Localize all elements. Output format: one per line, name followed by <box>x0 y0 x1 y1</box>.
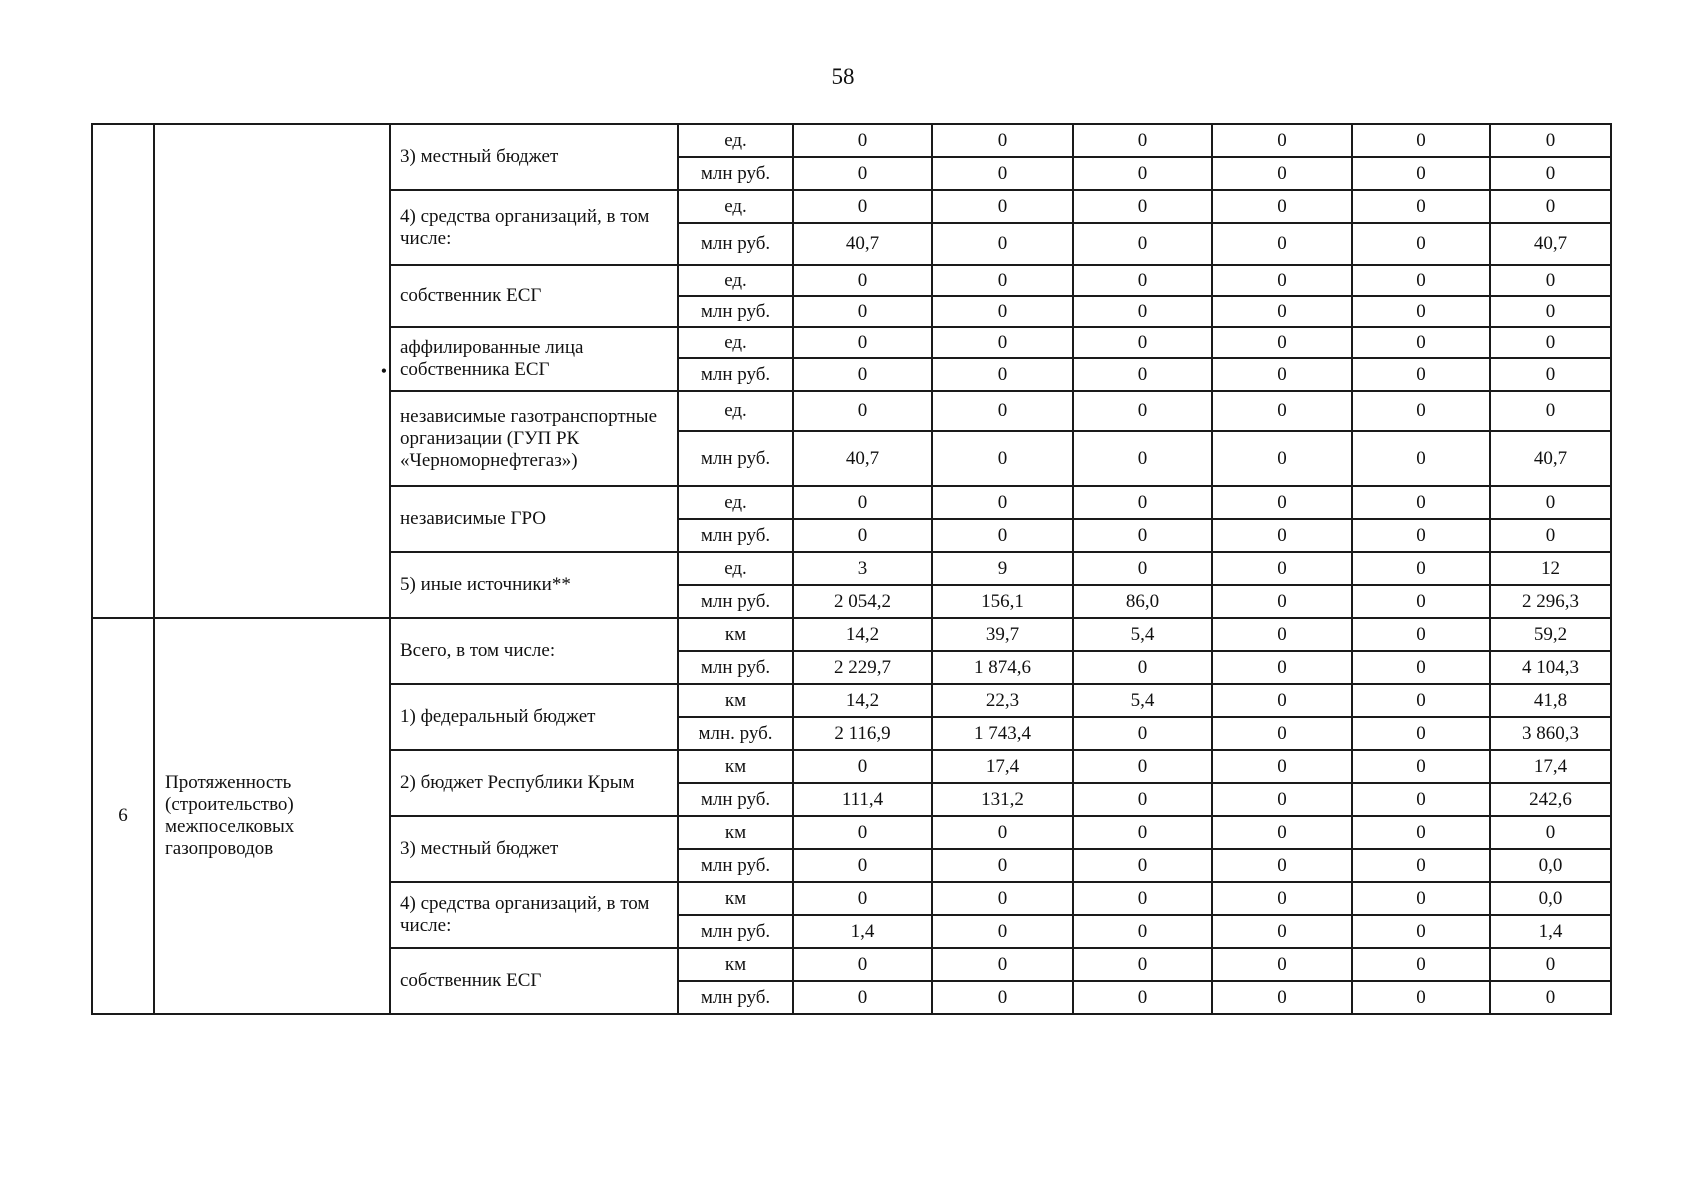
value-cell: 0,0 <box>1490 849 1611 882</box>
value-cell: 0,0 <box>1490 882 1611 915</box>
funding-source-cell: 4) средства организаций, в том числе: <box>390 882 678 948</box>
value-cell: 0 <box>1212 358 1352 391</box>
unit-cell: млн руб. <box>678 849 793 882</box>
value-cell: 0 <box>1073 265 1212 296</box>
value-cell: 2 054,2 <box>793 585 932 618</box>
value-cell: 0 <box>932 391 1073 431</box>
value-cell: 0 <box>1212 486 1352 519</box>
value-cell: 0 <box>793 816 932 849</box>
unit-cell: млн руб. <box>678 651 793 684</box>
value-cell: 2 296,3 <box>1490 585 1611 618</box>
value-cell: 0 <box>932 124 1073 157</box>
value-cell: 0 <box>1212 684 1352 717</box>
section-name-cell <box>154 618 390 1014</box>
funding-source-cell: 2) бюджет Республики Крым <box>390 750 678 816</box>
value-cell: 2 229,7 <box>793 651 932 684</box>
value-cell: 0 <box>1490 157 1611 190</box>
value-cell: 0 <box>1073 431 1212 486</box>
investment-table <box>91 123 1612 1015</box>
value-cell: 0 <box>1212 265 1352 296</box>
unit-cell: км <box>678 882 793 915</box>
value-cell: 0 <box>1073 552 1212 585</box>
value-cell: 0 <box>1352 948 1490 981</box>
value-cell: 0 <box>1212 882 1352 915</box>
unit-cell: км <box>678 948 793 981</box>
value-cell: 0 <box>793 948 932 981</box>
value-cell: 0 <box>1073 849 1212 882</box>
value-cell: 0 <box>1352 358 1490 391</box>
value-cell: 0 <box>793 296 932 327</box>
value-cell: 0 <box>1073 358 1212 391</box>
value-cell: 0 <box>1073 157 1212 190</box>
value-cell: 0 <box>932 223 1073 265</box>
value-cell: 0 <box>1352 157 1490 190</box>
value-cell: 1,4 <box>793 915 932 948</box>
value-cell: 0 <box>932 327 1073 358</box>
value-cell: 40,7 <box>1490 431 1611 486</box>
value-cell: 0 <box>1212 519 1352 552</box>
value-cell: 0 <box>1352 882 1490 915</box>
value-cell: 0 <box>1352 981 1490 1014</box>
value-cell: 0 <box>932 358 1073 391</box>
value-cell: 0 <box>1352 816 1490 849</box>
unit-cell: млн руб. <box>678 915 793 948</box>
value-cell: 0 <box>1352 296 1490 327</box>
value-cell: 0 <box>1212 849 1352 882</box>
value-cell: 156,1 <box>932 585 1073 618</box>
value-cell: 0 <box>793 750 932 783</box>
value-cell: 0 <box>1490 519 1611 552</box>
value-cell: 0 <box>793 981 932 1014</box>
unit-cell: млн руб. <box>678 519 793 552</box>
funding-source-cell: 1) федеральный бюджет <box>390 684 678 750</box>
value-cell: 0 <box>1490 948 1611 981</box>
unit-cell: млн руб. <box>678 296 793 327</box>
unit-cell: млн руб. <box>678 157 793 190</box>
value-cell: 0 <box>1352 849 1490 882</box>
value-cell: 0 <box>1352 431 1490 486</box>
value-cell: 0 <box>932 816 1073 849</box>
value-cell: 0 <box>1073 124 1212 157</box>
value-cell: 0 <box>1490 981 1611 1014</box>
value-cell: 0 <box>793 849 932 882</box>
unit-cell: млн руб. <box>678 223 793 265</box>
value-cell: 0 <box>1212 816 1352 849</box>
value-cell: 0 <box>1352 124 1490 157</box>
value-cell: 0 <box>1073 651 1212 684</box>
value-cell: 0 <box>1212 750 1352 783</box>
value-cell: 0 <box>932 981 1073 1014</box>
value-cell: 0 <box>1073 717 1212 750</box>
unit-cell: ед. <box>678 486 793 519</box>
unit-cell: млн. руб. <box>678 717 793 750</box>
value-cell: 0 <box>1073 519 1212 552</box>
value-cell: 0 <box>1073 486 1212 519</box>
value-cell: 0 <box>1490 296 1611 327</box>
value-cell: 1 874,6 <box>932 651 1073 684</box>
value-cell: 0 <box>932 431 1073 486</box>
value-cell: 14,2 <box>793 684 932 717</box>
unit-cell: ед. <box>678 327 793 358</box>
value-cell: 0 <box>793 265 932 296</box>
value-cell: 0 <box>1212 717 1352 750</box>
value-cell: 0 <box>1490 358 1611 391</box>
funding-source-cell: 3) местный бюджет <box>390 124 678 190</box>
value-cell: 2 116,9 <box>793 717 932 750</box>
value-cell: 0 <box>1212 431 1352 486</box>
value-cell: 40,7 <box>793 431 932 486</box>
value-cell: 1,4 <box>1490 915 1611 948</box>
value-cell: 0 <box>932 296 1073 327</box>
value-cell: 0 <box>1352 750 1490 783</box>
value-cell: 111,4 <box>793 783 932 816</box>
unit-cell: ед. <box>678 391 793 431</box>
value-cell: 9 <box>932 552 1073 585</box>
value-cell: 5,4 <box>1073 618 1212 651</box>
unit-cell: км <box>678 816 793 849</box>
funding-source-cell: 4) средства организаций, в том числе: <box>390 190 678 265</box>
value-cell: 59,2 <box>1490 618 1611 651</box>
value-cell: 0 <box>793 486 932 519</box>
value-cell: 0 <box>1490 486 1611 519</box>
value-cell: 0 <box>1352 684 1490 717</box>
unit-cell: км <box>678 618 793 651</box>
value-cell: 0 <box>1212 981 1352 1014</box>
value-cell: 0 <box>1073 981 1212 1014</box>
value-cell: 0 <box>1212 948 1352 981</box>
bullet-mark: • <box>380 361 387 381</box>
value-cell: 4 104,3 <box>1490 651 1611 684</box>
value-cell: 0 <box>1352 552 1490 585</box>
unit-cell: ед. <box>678 190 793 223</box>
value-cell: 0 <box>1490 265 1611 296</box>
value-cell: 0 <box>932 486 1073 519</box>
unit-cell: млн руб. <box>678 431 793 486</box>
value-cell: 0 <box>1212 391 1352 431</box>
page-number: 58 <box>831 64 855 89</box>
value-cell: 0 <box>1490 816 1611 849</box>
unit-cell: млн руб. <box>678 585 793 618</box>
value-cell: 40,7 <box>793 223 932 265</box>
value-cell: 0 <box>793 882 932 915</box>
value-cell: 0 <box>1073 882 1212 915</box>
table-body <box>92 124 1611 1014</box>
section-name-cell <box>154 124 390 618</box>
value-cell: 17,4 <box>932 750 1073 783</box>
funding-source-cell: независимые газотранспортные организации (ГУП РК «Черноморнефтегаз») <box>390 391 678 486</box>
value-cell: 40,7 <box>1490 223 1611 265</box>
value-cell: 242,6 <box>1490 783 1611 816</box>
value-cell: 0 <box>932 948 1073 981</box>
funding-source-cell: аффилированные лица собственника ЕСГ <box>390 327 678 391</box>
value-cell: 0 <box>1212 124 1352 157</box>
value-cell: 0 <box>793 327 932 358</box>
value-cell: 0 <box>793 391 932 431</box>
value-cell: 0 <box>793 358 932 391</box>
value-cell: 0 <box>932 519 1073 552</box>
value-cell: 0 <box>1073 915 1212 948</box>
value-cell: 0 <box>1212 327 1352 358</box>
value-cell: 0 <box>1212 585 1352 618</box>
funding-source-cell: 3) местный бюджет <box>390 816 678 882</box>
unit-cell: ед. <box>678 124 793 157</box>
unit-cell: км <box>678 684 793 717</box>
funding-source-cell: независимые ГРО <box>390 486 678 552</box>
value-cell: 0 <box>1352 519 1490 552</box>
value-cell: 0 <box>1073 190 1212 223</box>
value-cell: 0 <box>1212 552 1352 585</box>
funding-source-cell: собственник ЕСГ <box>390 948 678 1014</box>
value-cell: 131,2 <box>932 783 1073 816</box>
section-number-cell <box>92 124 154 618</box>
value-cell: 0 <box>1490 391 1611 431</box>
value-cell: 0 <box>1490 190 1611 223</box>
value-cell: 86,0 <box>1073 585 1212 618</box>
value-cell: 0 <box>1073 391 1212 431</box>
value-cell: 41,8 <box>1490 684 1611 717</box>
section-number-cell: 6 <box>92 618 154 1014</box>
value-cell: 0 <box>1352 717 1490 750</box>
unit-cell: млн руб. <box>678 358 793 391</box>
value-cell: 0 <box>932 849 1073 882</box>
value-cell: 0 <box>932 915 1073 948</box>
value-cell: 0 <box>1073 327 1212 358</box>
unit-cell: млн руб. <box>678 783 793 816</box>
value-cell: 0 <box>932 882 1073 915</box>
value-cell: 0 <box>1352 327 1490 358</box>
section-name: Протяженность (строительство) межпоселковых газопроводов <box>165 772 295 859</box>
value-cell: 0 <box>1490 124 1611 157</box>
value-cell: 0 <box>793 124 932 157</box>
value-cell: 0 <box>793 190 932 223</box>
value-cell: 0 <box>932 265 1073 296</box>
unit-cell: млн руб. <box>678 981 793 1014</box>
value-cell: 3 860,3 <box>1490 717 1611 750</box>
value-cell: 0 <box>1212 296 1352 327</box>
value-cell: 0 <box>1212 223 1352 265</box>
value-cell: 17,4 <box>1490 750 1611 783</box>
value-cell: 0 <box>1212 157 1352 190</box>
table-row <box>92 618 1611 651</box>
value-cell: 0 <box>1352 486 1490 519</box>
funding-source-cell: собственник ЕСГ <box>390 265 678 327</box>
funding-source-cell: Всего, в том числе: <box>390 618 678 684</box>
value-cell: 0 <box>1212 783 1352 816</box>
unit-cell: ед. <box>678 552 793 585</box>
value-cell: 12 <box>1490 552 1611 585</box>
value-cell: 1 743,4 <box>932 717 1073 750</box>
funding-source-cell: 5) иные источники** <box>390 552 678 618</box>
value-cell: 0 <box>1212 651 1352 684</box>
unit-cell: ед. <box>678 265 793 296</box>
value-cell: 0 <box>1352 783 1490 816</box>
value-cell: 0 <box>1073 816 1212 849</box>
value-cell: 22,3 <box>932 684 1073 717</box>
value-cell: 0 <box>1212 190 1352 223</box>
value-cell: 5,4 <box>1073 684 1212 717</box>
value-cell: 0 <box>1073 296 1212 327</box>
value-cell: 0 <box>1352 223 1490 265</box>
value-cell: 0 <box>1490 327 1611 358</box>
value-cell: 0 <box>1352 190 1490 223</box>
value-cell: 39,7 <box>932 618 1073 651</box>
value-cell: 0 <box>1073 948 1212 981</box>
value-cell: 0 <box>932 157 1073 190</box>
value-cell: 0 <box>1352 915 1490 948</box>
unit-cell: км <box>678 750 793 783</box>
value-cell: 0 <box>1352 585 1490 618</box>
value-cell: 0 <box>1073 783 1212 816</box>
table-row <box>92 124 1611 157</box>
value-cell: 0 <box>1352 391 1490 431</box>
value-cell: 0 <box>1073 750 1212 783</box>
value-cell: 0 <box>1352 618 1490 651</box>
value-cell: 0 <box>793 157 932 190</box>
value-cell: 3 <box>793 552 932 585</box>
value-cell: 0 <box>1212 915 1352 948</box>
value-cell: 0 <box>1073 223 1212 265</box>
value-cell: 14,2 <box>793 618 932 651</box>
value-cell: 0 <box>1352 265 1490 296</box>
value-cell: 0 <box>1212 618 1352 651</box>
value-cell: 0 <box>1352 651 1490 684</box>
value-cell: 0 <box>793 519 932 552</box>
value-cell: 0 <box>932 190 1073 223</box>
